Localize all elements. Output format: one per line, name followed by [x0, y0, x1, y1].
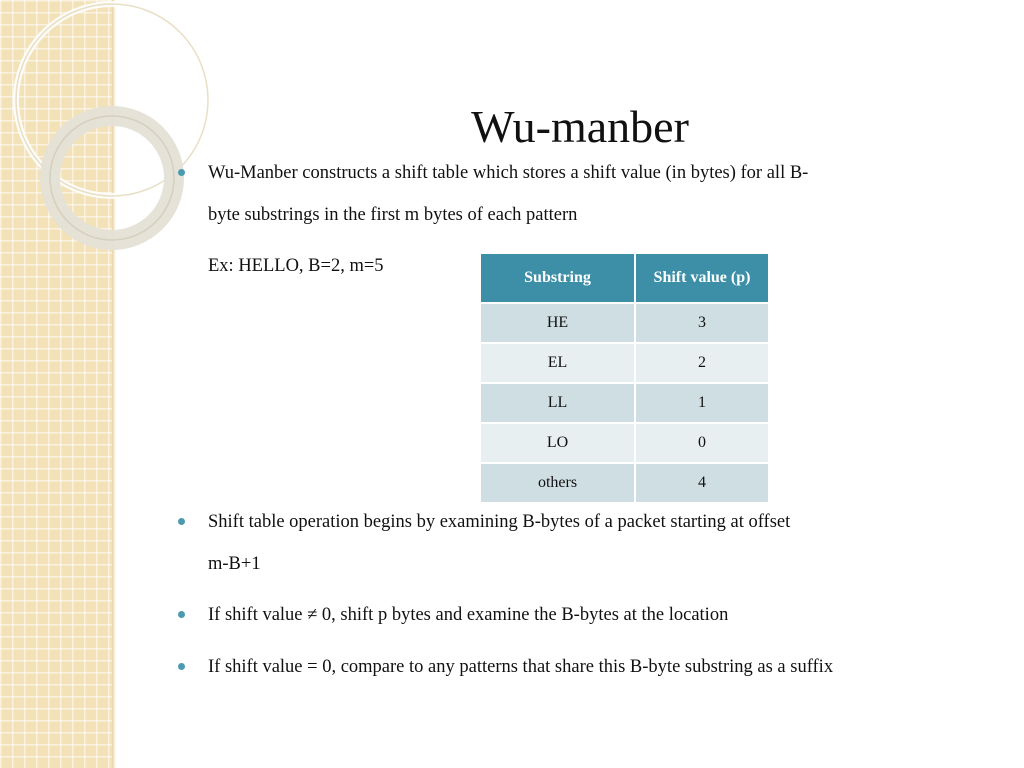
bullet-line: Wu-Manber constructs a shift table which stores a shift value (in bytes) for all B- — [208, 163, 809, 183]
table-row — [480, 383, 769, 423]
substring-cell: others — [480, 463, 635, 503]
substring-cell: EL — [480, 343, 635, 383]
shift-value-cell: 3 — [635, 303, 769, 343]
bullet-line: Shift table operation begins by examining B-bytes of a packet starting at offset — [208, 512, 791, 532]
table-row — [480, 423, 769, 463]
substring-cell: HE — [480, 303, 635, 343]
shift-value-cell: 1 — [635, 383, 769, 423]
round-dot-icon — [178, 611, 185, 618]
table-row — [480, 303, 769, 343]
example-text: Ex: HELLO, B=2, m=5 — [208, 256, 384, 276]
round-dot-icon — [178, 663, 185, 670]
bullet-line: m-B+1 — [208, 554, 261, 574]
bullet-shift-operation — [208, 501, 968, 585]
substring-cell: LL — [480, 383, 635, 423]
shift-table — [479, 252, 770, 504]
substring-cell: LO — [480, 423, 635, 463]
bullet-zero-shift — [208, 646, 998, 688]
slide-title: Wu-manber — [471, 100, 689, 152]
header-substring: Substring — [480, 253, 635, 303]
shift-value-cell: 4 — [635, 463, 769, 503]
table-header-row — [480, 253, 769, 303]
round-dot-icon — [178, 518, 185, 525]
table-row — [480, 343, 769, 383]
bullet-line: byte substrings in the first m bytes of each pattern — [208, 205, 578, 225]
shift-value-cell: 2 — [635, 343, 769, 383]
bullet-line: If shift value ≠ 0, shift p bytes and examine the B-bytes at the location — [208, 605, 729, 625]
table-row — [480, 463, 769, 503]
header-shift-value: Shift value (p) — [635, 253, 769, 303]
shift-value-cell: 0 — [635, 423, 769, 463]
round-dot-icon — [178, 169, 185, 176]
bullet-line: If shift value = 0, compare to any patterns that share this B-byte substring as a suffix — [208, 657, 834, 677]
bullet-shift-table-intro — [208, 152, 968, 236]
bullet-nonzero-shift — [208, 594, 968, 636]
